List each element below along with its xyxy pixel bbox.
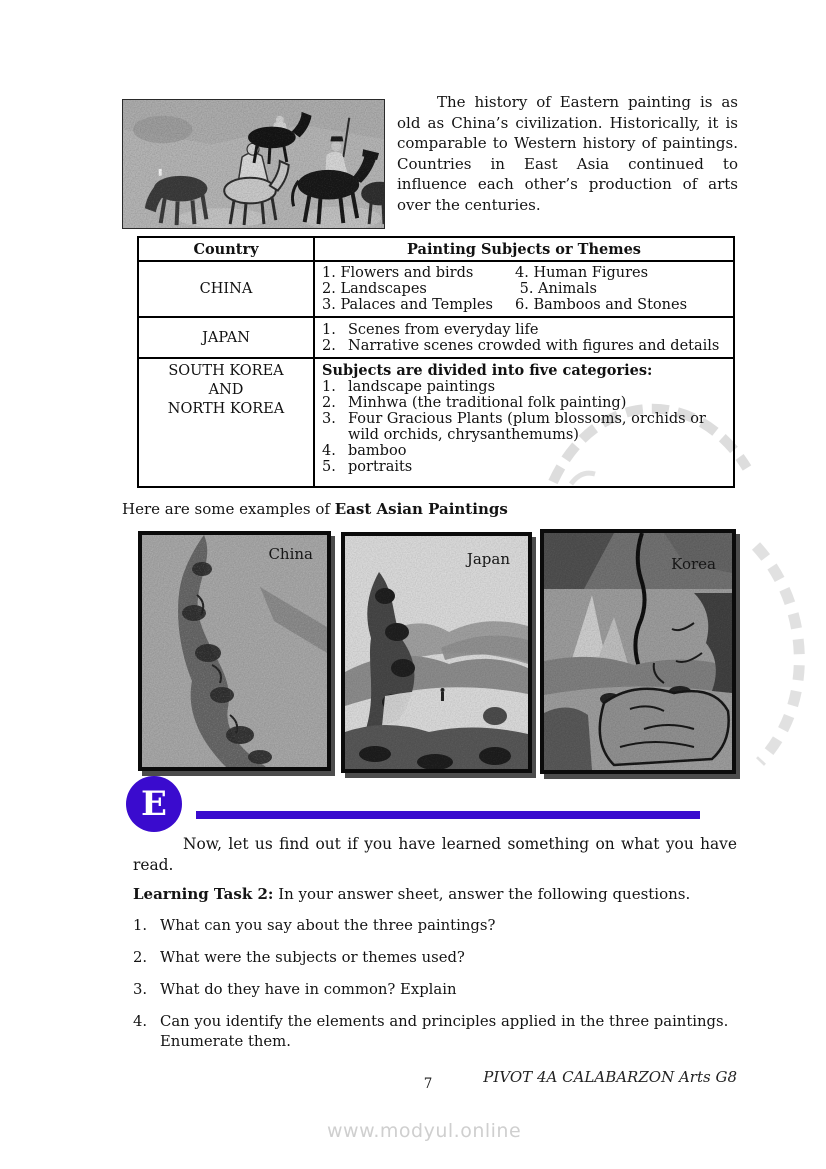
china-item: 5. Animals [515, 281, 597, 297]
painting-themes-table [137, 236, 735, 488]
question-list [133, 916, 739, 1064]
china-country-cell: CHINA [138, 261, 314, 317]
china-item: 6. Bamboos and Stones [515, 297, 688, 313]
japan-country-cell: JAPAN [138, 317, 314, 358]
table-row-japan [138, 317, 734, 358]
korea-heading: Subjects are divided into five categories: [322, 362, 653, 379]
intro-paragraph: The history of Eastern painting is as old as China’s civilization. Historically, it is comparable to Western history of paintings. Countries in East Asia continued to influence each other’s production of arts over the centuries. [397, 93, 738, 214]
china-item: 4. Human Figures [515, 265, 649, 281]
footer-module-label: PIVOT 4A CALABARZON Arts G8 [483, 1068, 737, 1086]
korea-country-cell: SOUTH KOREA AND NORTH KOREA [138, 358, 314, 487]
learning-task-instruction: In your answer sheet, answer the following questions. [273, 885, 691, 903]
painting-korea [540, 529, 736, 774]
japan-art [345, 536, 528, 769]
learning-task-line [133, 885, 739, 903]
question-item: 3. What do they have in common? Explain [133, 981, 457, 998]
china-item: 3. Palaces and Temples [322, 297, 493, 313]
table-header-row [138, 237, 734, 261]
table-row-korea [138, 358, 734, 487]
header-country: Country [138, 237, 314, 261]
question-item: 4. Can you identify the elements and principles applied in the three paintings. Enumerate them. [133, 1013, 729, 1050]
examples-bold: East Asian Paintings [334, 500, 508, 518]
horsemen-art [123, 100, 384, 228]
japan-item: Scenes from everyday life [348, 321, 539, 338]
question-item: 1. What can you say about the three paintings? [133, 917, 496, 934]
china-item: 1. Flowers and birds [322, 265, 474, 281]
section-divider-line [196, 811, 700, 819]
learning-task-title: Learning Task 2: [133, 885, 274, 903]
korea-subjects-cell: Subjects are divided into five categories: 1. landscape paintings 2. Minhwa (the traditional folk painting) 3. Four Gracious Plants (plum blossoms, orchids or wild orchids, chrysanthemums) 4. bamboo 5. portraits [314, 358, 734, 487]
painting-label-korea: Korea [671, 555, 716, 573]
site-watermark: www.modyul.online [327, 1120, 522, 1142]
stamp-watermark-side [738, 538, 822, 770]
japan-subjects-cell: 1. Scenes from everyday life 2. Narrative scenes crowded with figures and details [314, 317, 734, 358]
page-number: 7 [423, 1076, 433, 1092]
painting-china [138, 531, 331, 771]
china-subjects-cell [314, 261, 734, 317]
japan-item: Narrative scenes crowded with figures and details [348, 337, 720, 354]
section-e-badge [126, 776, 182, 832]
table-row-china [138, 261, 734, 317]
question-item: 2. What were the subjects or themes used? [133, 949, 465, 966]
painting-japan [341, 532, 532, 773]
section-e-paragraph: Now, let us find out if you have learned something on what you have read. [133, 835, 737, 874]
header-subjects: Painting Subjects or Themes [314, 237, 734, 261]
korea-item: Minhwa (the traditional folk painting) [348, 395, 627, 411]
horsemen-painting-image [122, 99, 385, 229]
painting-label-china: China [268, 545, 313, 563]
korea-item: portraits [348, 459, 413, 475]
korea-item: landscape paintings [348, 379, 496, 395]
korea-item: Four Gracious Plants (plum blossoms, orchids or wild orchids, chrysanthemums) [348, 411, 706, 443]
china-art [142, 535, 327, 767]
korea-item: bamboo [348, 443, 407, 459]
painting-label-japan: Japan [466, 550, 510, 568]
examples-line: Here are some examples of East Asian Paintings [122, 500, 508, 518]
section-e-letter: E [141, 784, 167, 824]
china-item: 2. Landscapes [322, 281, 427, 297]
